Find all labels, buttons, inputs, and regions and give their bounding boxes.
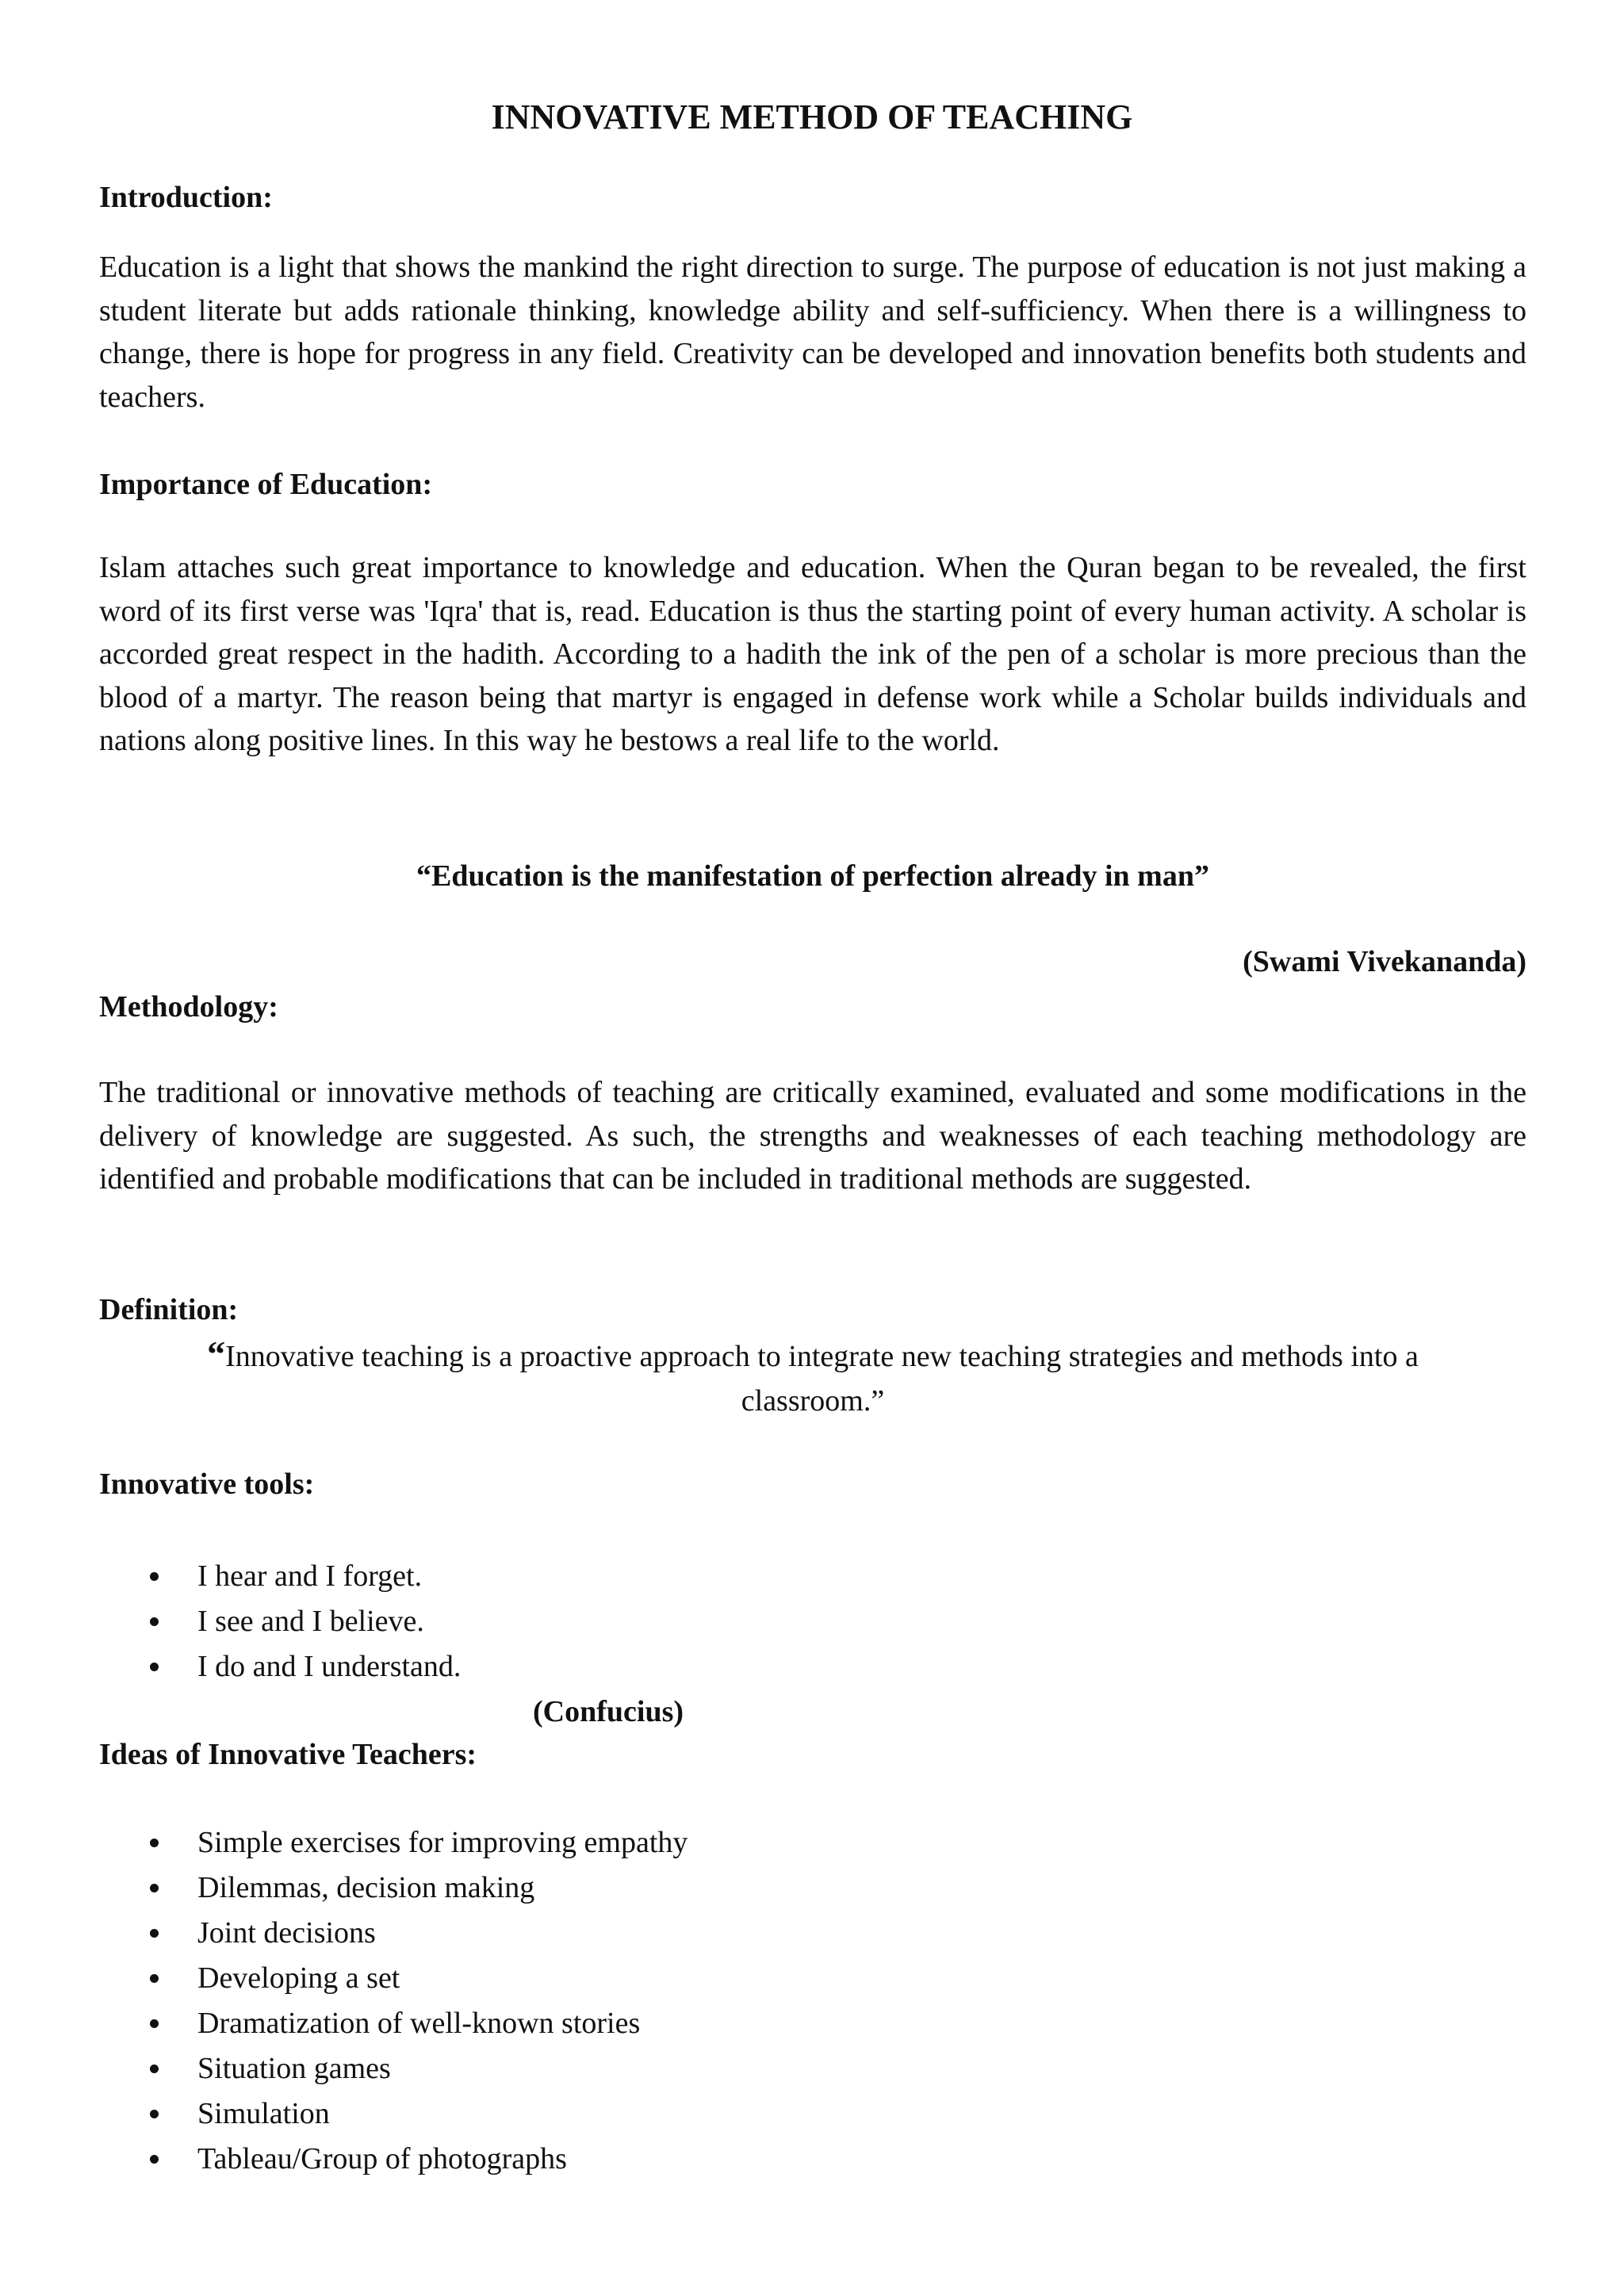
list-item-text: Simple exercises for improving empathy (197, 1826, 688, 1859)
list-item (99, 2001, 688, 2046)
bullet-icon (150, 1929, 159, 1938)
list-item-text: I hear and I forget. (197, 1559, 423, 1593)
list-item (99, 2137, 688, 2182)
bullet-icon (150, 1572, 159, 1581)
methodology-paragraph: The traditional or innovative methods of teaching are critically examined, evaluated and some modifications in the delivery of knowledge are suggested. As such, the strengths and weaknesses of each teaching methodology are identified and probable modifications that can be included in traditional methods are suggested. (99, 1076, 1526, 1196)
bullet-icon (150, 1839, 159, 1847)
importance-paragraph: Islam attaches such great importance to knowledge and education. When the Quran began to be revealed, the first word of its first verse was 'Iqra' that is, read. Education is thus the starting point of every human activity. A scholar is accorded great respect in the hadith. According to a hadith the ink of the pen of a scholar is more precious than the blood of a martyr. The reason being that martyr is engaged in defense work while a Scholar builds individuals and nations along positive lines. In this way he bestows a real life to the world. (99, 551, 1526, 757)
page-title: INNOVATIVE METHOD OF TEACHING (491, 98, 1133, 136)
list-item-text: Simulation (197, 2097, 330, 2130)
list-item (99, 1554, 461, 1599)
definition-heading: Definition: (99, 1293, 239, 1326)
list-item (99, 2046, 688, 2091)
list-item (99, 1866, 688, 1911)
list-item (99, 1599, 461, 1644)
list-item-text: Tableau/Group of photographs (197, 2142, 567, 2175)
bullet-icon (150, 1663, 159, 1671)
list-item (99, 1956, 688, 2001)
list-item-text: I see and I believe. (197, 1605, 424, 1638)
list-item-text: I do and I understand. (197, 1650, 462, 1683)
importance-heading: Importance of Education: (99, 468, 433, 501)
ideas-heading: Ideas of Innovative Teachers: (99, 1738, 477, 1771)
introduction-heading: Introduction: (99, 181, 273, 214)
list-item-text: Dilemmas, decision making (197, 1871, 535, 1904)
vivekananda-attribution: (Swami Vivekananda) (1243, 945, 1526, 978)
bullet-icon (150, 1884, 159, 1892)
definition-text: Innovative teaching is a proactive approach to integrate new teaching strategies and methods into a classroom.” (225, 1340, 1419, 1418)
list-item-text: Developing a set (197, 1961, 400, 1995)
list-item (99, 1911, 688, 1956)
definition-quote (151, 1332, 1475, 1423)
list-item-text: Joint decisions (197, 1916, 376, 1950)
bullet-icon (150, 2155, 159, 2164)
bullet-icon (150, 1617, 159, 1626)
list-item (99, 1820, 688, 1866)
list-item (99, 1644, 461, 1689)
vivekananda-quote: “Education is the manifestation of perfection already in man” (416, 859, 1209, 893)
list-item (99, 2091, 688, 2137)
list-item-text: Dramatization of well-known stories (197, 2007, 641, 2040)
open-quote-mark: “ (207, 1334, 226, 1374)
ideas-list (99, 1820, 688, 2182)
bullet-icon (150, 2064, 159, 2073)
bullet-icon (150, 2019, 159, 2028)
bullet-icon (150, 1974, 159, 1983)
list-item-text: Situation games (197, 2052, 391, 2085)
methodology-heading: Methodology: (99, 990, 278, 1024)
innovative-tools-list (99, 1554, 461, 1689)
confucius-attribution: (Confucius) (533, 1695, 684, 1728)
bullet-icon (150, 2110, 159, 2118)
innovative-tools-heading: Innovative tools: (99, 1468, 315, 1501)
introduction-paragraph: Education is a light that shows the mankind the right direction to surge. The purpose of education is not just making a student literate but adds rationale thinking, knowledge ability and self-sufficiency. When there is a willingness to change, there is hope for progress in any field. Creativity can be developed and innovation benefits both students and teachers. (99, 251, 1526, 414)
